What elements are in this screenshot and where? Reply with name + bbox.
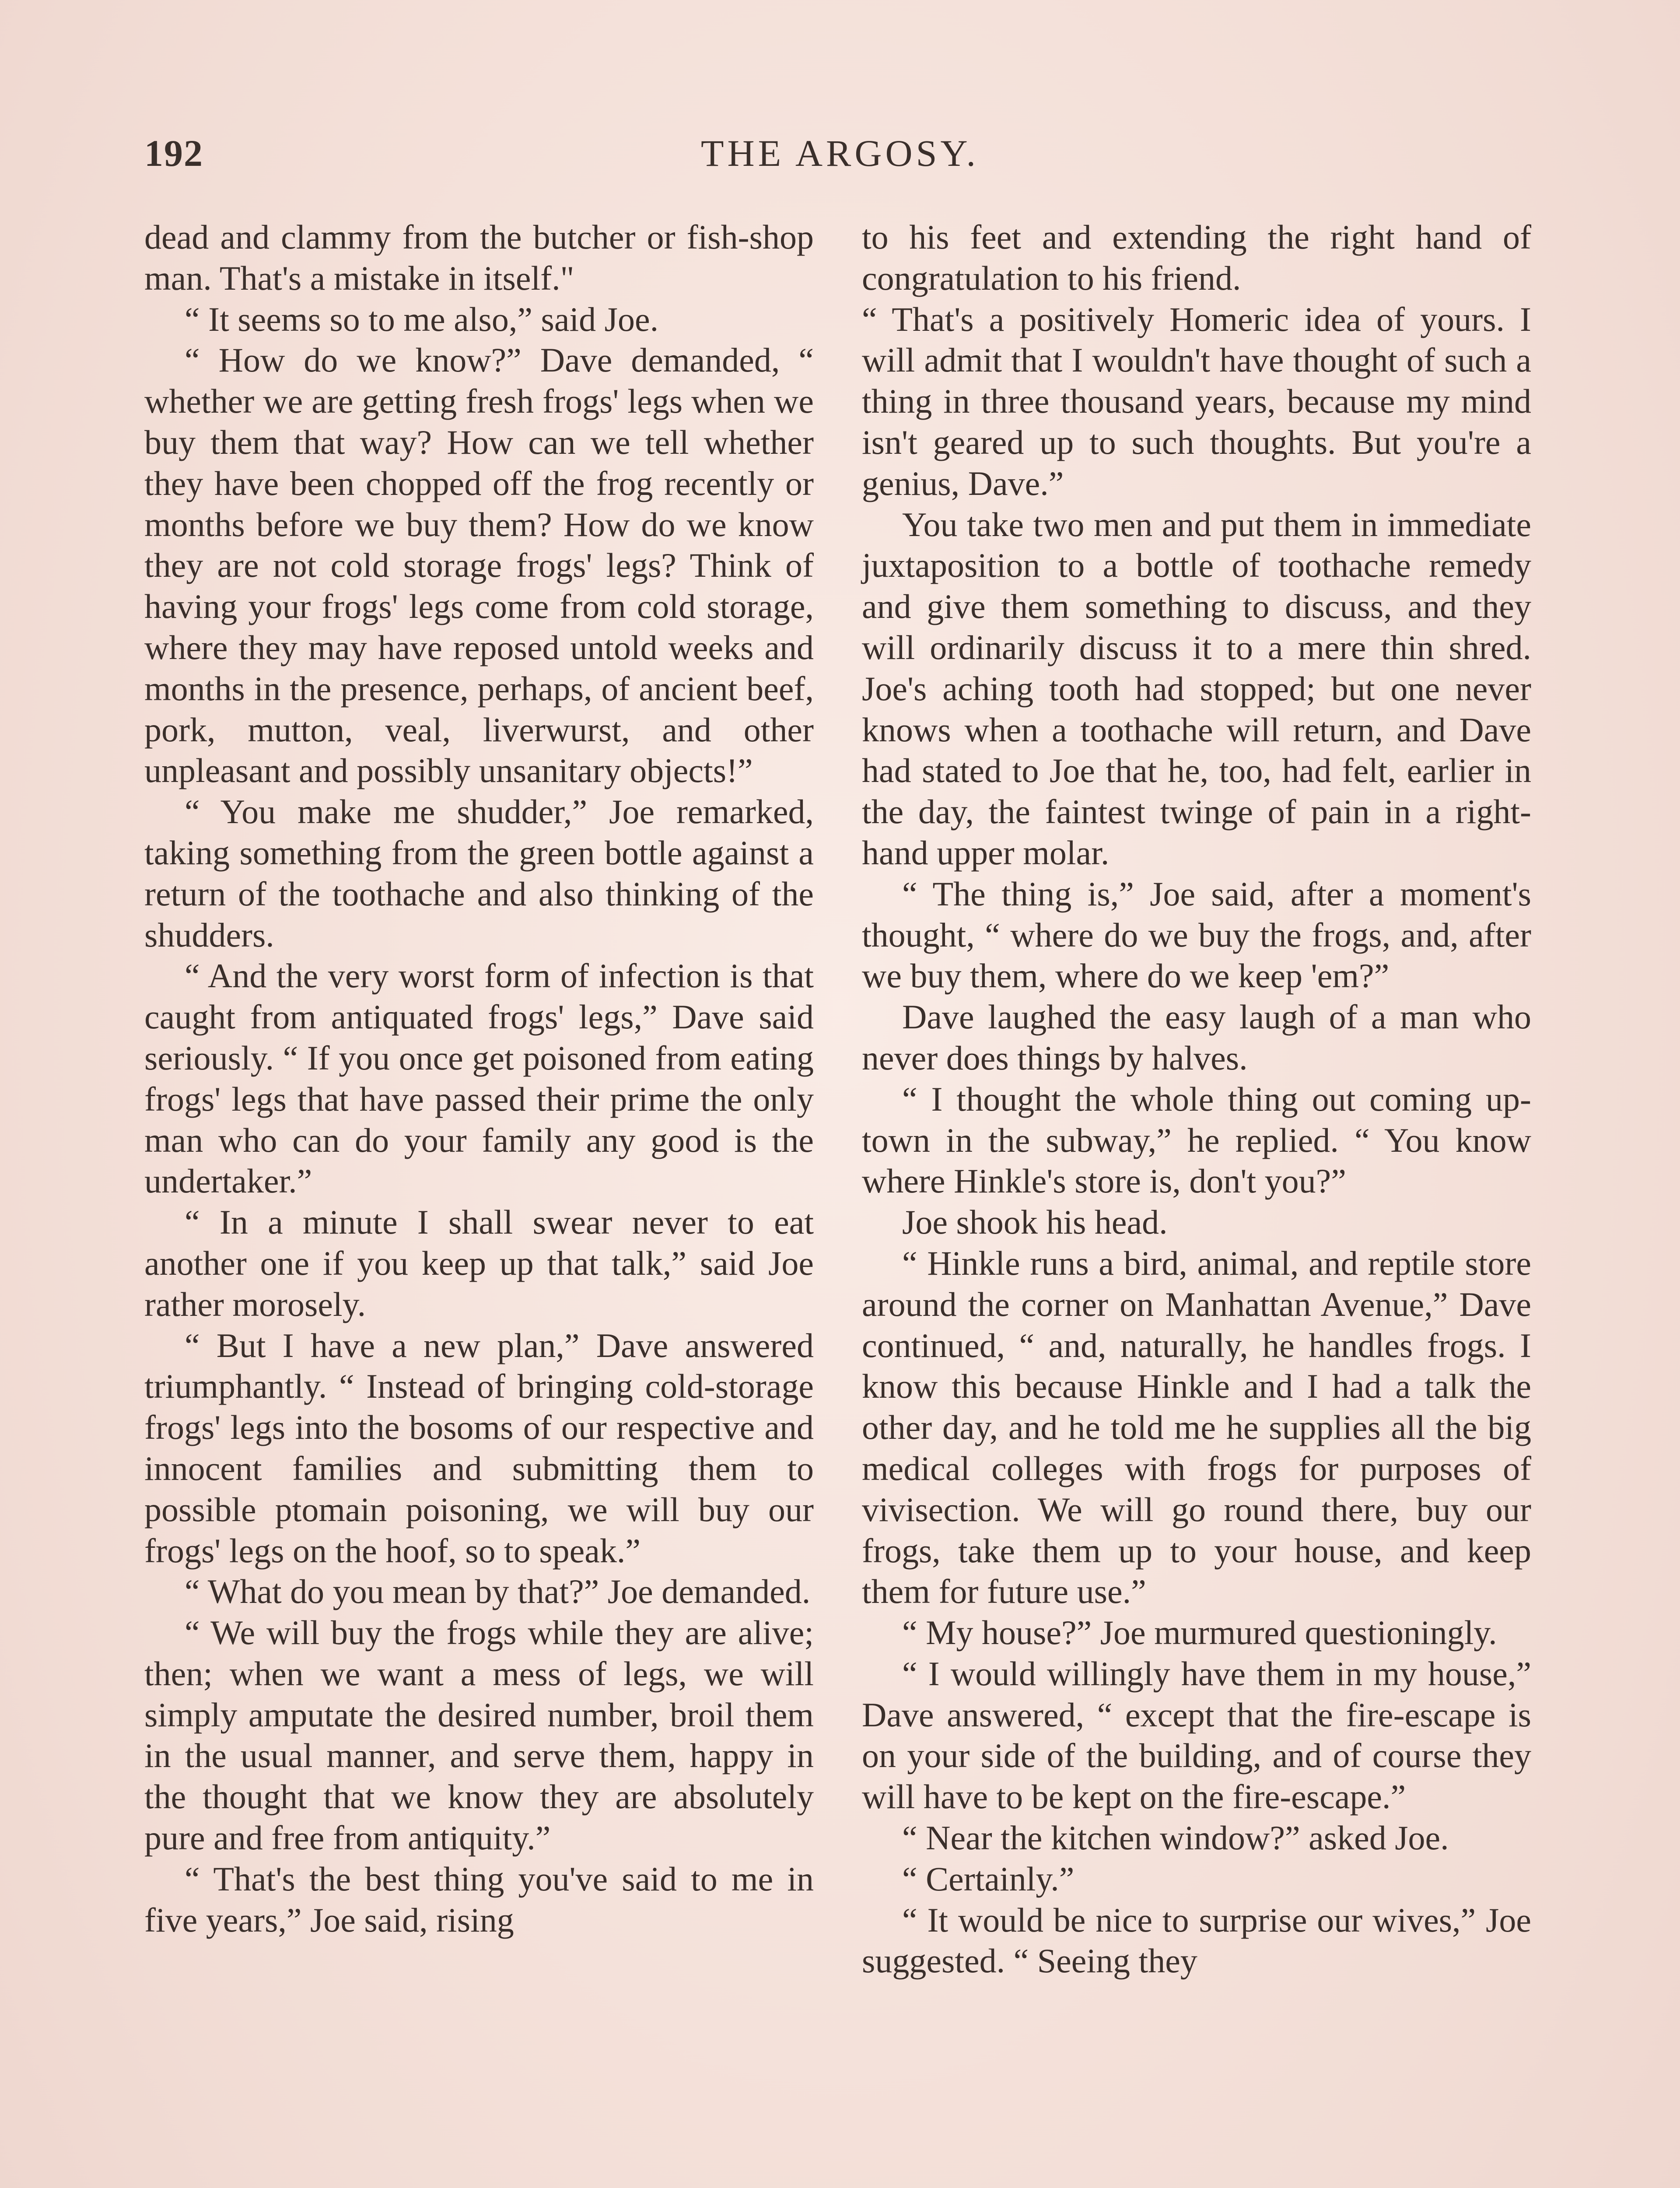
paragraph: to his feet and extending the right hand of congratulation to his friend. — [862, 218, 1531, 297]
paragraph: “ I thought the whole thing out coming up-town in the subway,” he replied. “ You know where Hinkle's store is, don't you?” — [862, 1080, 1531, 1200]
paragraph: Joe shook his head. — [902, 1203, 1168, 1241]
left-column — [144, 217, 814, 1940]
page-number: 192 — [144, 132, 203, 174]
paragraph: “ I would willingly have them in my house,” Dave answered, “ except that the fire-escape is on your side of the building, and of course they will have to be kept on the fire-escape.” — [862, 1654, 1531, 1816]
paragraph: “ What do you mean by that?” Joe demanded. — [185, 1572, 811, 1611]
paragraph: “ Hinkle runs a bird, animal, and reptile store around the corner on Manhattan Avenue,” Dave continued, “ and, naturally, he handles frogs. I know this because Hinkle and I had a talk the other day, and he told me he supplies all the big medical colleges with frogs for purposes of vivisection. We will go round there, buy our frogs, take them up to your house, and keep them for future use.” — [862, 1244, 1531, 1611]
paragraph: “ It seems so to me also,” said Joe. — [185, 300, 659, 338]
paragraph: Dave laughed the easy laugh of a man who never does things by halves. — [862, 998, 1531, 1077]
paragraph: “ And the very worst form of infection is that caught from antiquated frogs' legs,” Dave said seriously. “ If you once get poisoned from eating frogs' legs that have passed their prime the only man who can do your family any good is the undertaker.” — [144, 957, 814, 1200]
paragraph: You take two men and put them in immediate juxtaposition to a bottle of toothache remedy and give them something to discuss, and they will ordinarily discuss it to a mere thin shred. Joe's aching tooth had stopped; but one never knows when a toothache will return, and Dave had stated to Joe that he, too, had felt, earlier in the day, the faintest twinge of pain in a right-hand upper molar. — [862, 505, 1531, 872]
paragraph: “ The thing is,” Joe said, after a moment's thought, “ where do we buy the frogs, and, after we buy them, where do we keep 'em?” — [862, 874, 1531, 995]
paragraph: “ It would be nice to surprise our wives,” Joe suggested. “ Seeing they — [862, 1900, 1531, 1980]
paragraph: “ How do we know?” Dave demanded, “ whether we are getting fresh frogs' legs when we buy them that way? How can we tell whether they have been chopped off the frog recently or months before we buy them? How do we know they are not cold storage frogs' legs? Think of having your frogs' legs come from cold storage, where they may have reposed untold weeks and months in the presence, perhaps, of ancient beef, pork, mutton, veal, liverwurst, and other unpleasant and possibly unsanitary objects!” — [144, 341, 814, 790]
paragraph: “ You make me shudder,” Joe remarked, taking something from the green bottle against a return of the toothache and also thinking of the shudders. — [144, 792, 814, 954]
paragraph: “ In a minute I shall swear never to eat another one if you keep up that talk,” said Joe rather morosely. — [144, 1203, 814, 1323]
paragraph: “ But I have a new plan,” Dave answered triumphantly. “ Instead of bringing cold-storage frogs' legs into the bosoms of our respective and innocent families and submitting them to possible ptomain poisoning, we will buy our frogs' legs on the hoof, so to speak.” — [144, 1326, 814, 1570]
paragraph: “ My house?” Joe murmured questioningly. — [902, 1613, 1497, 1652]
paragraph: dead and clammy from the butcher or fish-shop man. That's a mistake in itself." — [144, 218, 814, 297]
running-title: THE ARGOSY. — [701, 132, 979, 174]
page-header — [144, 131, 1536, 184]
paragraph: “ Certainly.” — [902, 1859, 1074, 1898]
paragraph: “ That's the best thing you've said to me in five years,” Joe said, rising — [144, 1859, 814, 1939]
paragraph: “ We will buy the frogs while they are alive; then; when we want a mess of legs, we will simply amputate the desired number, broil them in the usual manner, and serve them, happy in the thought that we know they are absolutely pure and free from antiquity.” — [144, 1613, 814, 1857]
paragraph: “ That's a positively Homeric idea of yours. I will admit that I wouldn't have thought of such a thing in three thousand years, because my mind isn't geared up to such thoughts. But you're a genius, Dave.” — [862, 300, 1531, 502]
right-column — [862, 217, 1531, 1981]
paragraph: “ Near the kitchen window?” asked Joe. — [902, 1819, 1449, 1857]
